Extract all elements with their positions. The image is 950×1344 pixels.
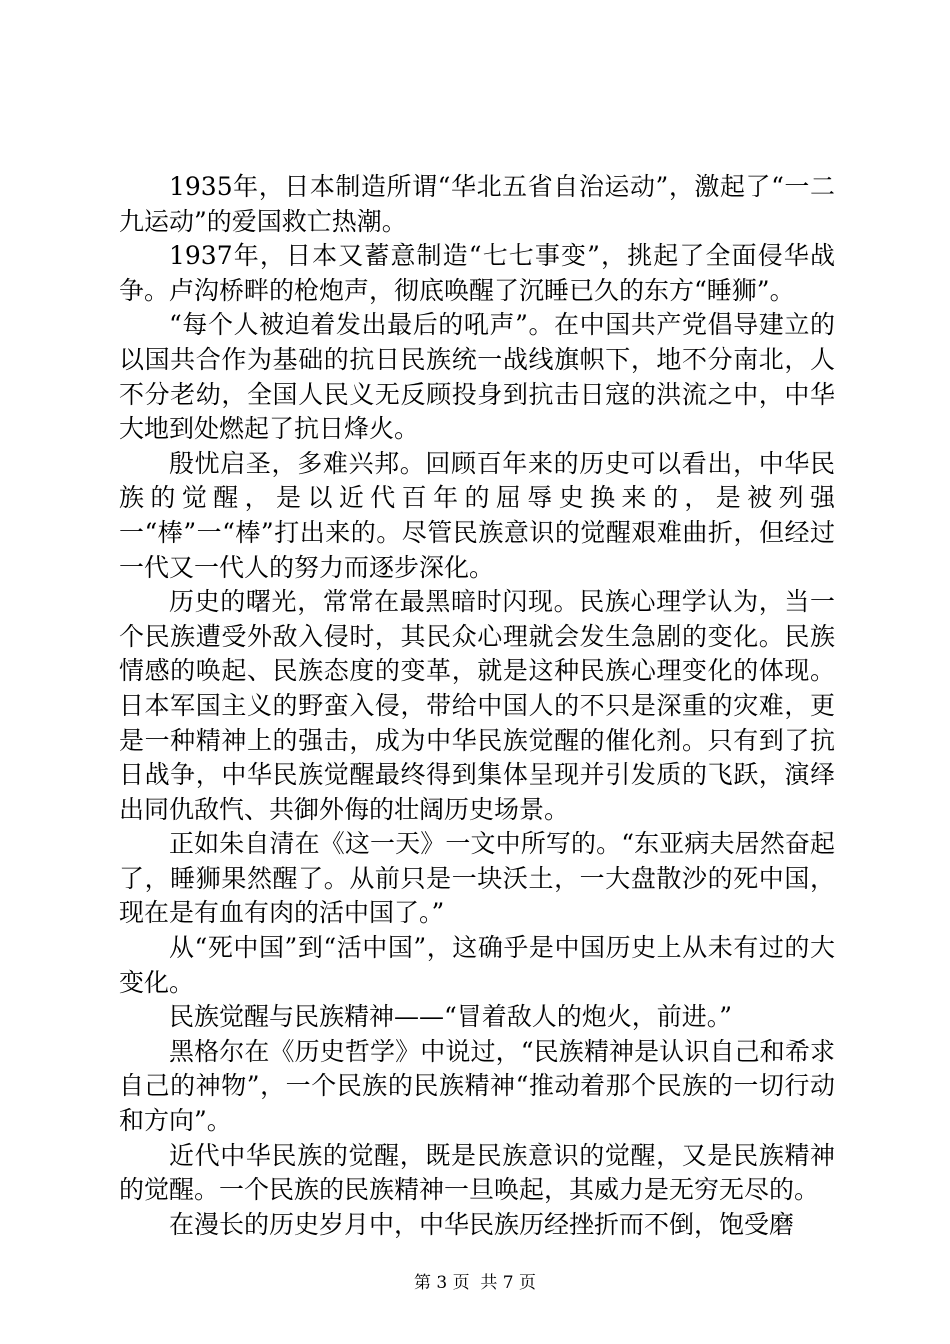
paragraph: 1935年，日本制造所谓“华北五省自治运动”，激起了“一二九运动”的爱国救亡热潮。 [119,172,835,236]
paragraph: 历史的曙光，常常在最黑暗时闪现。民族心理学认为，当一个民族遭受外敌入侵时，其民众心理就会发生急剧的变化。民族情感的唤起、民族态度的变革，就是这种民族心理变化的体现。日本军国主义的野蛮入侵，带给中国人的不只是深重的灾难，更是一种精神上的强击，成为中华民族觉醒的催化剂。只有到了抗日战争，中华民族觉醒最终得到集体呈现并引发质的飞跃，演绎出同仇敌忾、共御外侮的壮阔历史场景。 [119,587,835,824]
paragraph: 黑格尔在《历史哲学》中说过，“民族精神是认识自己和希求自己的神物”，一个民族的民族精神“推动着那个民族的一切行动和方向”。 [119,1036,835,1136]
paragraph: 正如朱自清在《这一天》一文中所写的。“东亚病夫居然奋起了，睡狮果然醒了。从前只是一块沃土，一大盘散沙的死中国，现在是有血有肉的活中国了。” [119,829,835,928]
page-number-footer: 第 3 页 共 7 页 [413,1273,537,1293]
document-body [119,170,835,1242]
paragraph: 从“死中国”到“活中国”，这确乎是中国历史上从未有过的大变化。 [119,933,835,997]
paragraph: “每个人被迫着发出最后的吼声”。在中国共产党倡导建立的以国共合作为基础的抗日民族统一战线旗帜下，地不分南北，人不分老幼，全国人民义无反顾投身到抗击日寇的洪流之中，中华大地到处燃起了抗日烽火。 [119,310,835,444]
paragraph: 1937年，日本又蓄意制造“七七事变”，挑起了全面侵华战争。卢沟桥畔的枪炮声，彻底唤醒了沉睡已久的东方“睡狮”。 [119,241,835,305]
paragraph: 殷忧启圣，多难兴邦。回顾百年来的历史可以看出，中华民族的觉醒，是以近代百年的屈辱史换来的，是被列强一“棒”一“棒”打出来的。尽管民族意识的觉醒艰难曲折，但经过一代又一代人的努力而逐步深化。 [119,448,835,582]
paragraph: 在漫长的历史岁月中，中华民族历经挫折而不倒，饱受磨 [169,1209,795,1239]
paragraph: 民族觉醒与民族精神——“冒着敌人的炮火，前进。” [169,1002,733,1032]
paragraph: 近代中华民族的觉醒，既是民族意识的觉醒，又是民族精神的觉醒。一个民族的民族精神一旦唤起，其威力是无穷无尽的。 [119,1140,835,1205]
